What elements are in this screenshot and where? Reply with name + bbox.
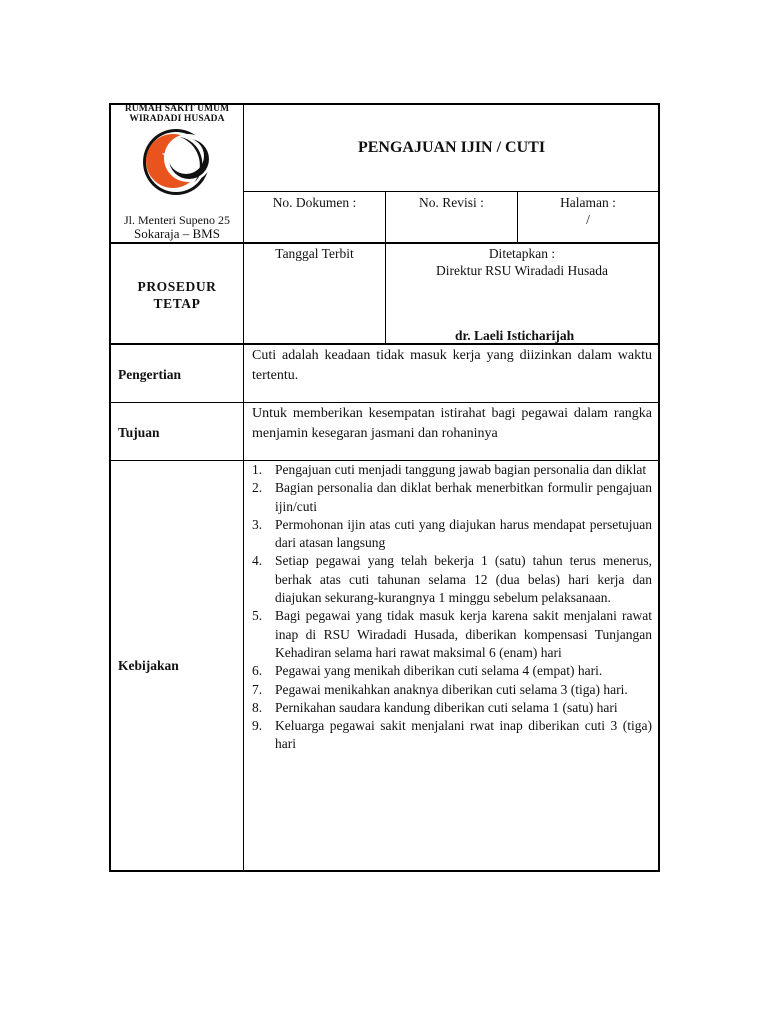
tanggal-terbit-label: Tanggal Terbit <box>275 246 354 261</box>
list-item <box>252 516 652 553</box>
tujuan-text: Untuk memberikan kesempatan istirahat bagi pegawai dalam rangka menjamin kesegaran jasmani dan rohaninya <box>252 406 652 441</box>
pengertian-text: Cuti adalah keadaan tidak masuk kerja yang diizinkan dalam waktu tertentu. <box>252 348 652 383</box>
list-item <box>252 552 652 607</box>
address-line2: Sokaraja – BMS <box>134 226 220 241</box>
list-item-text: Setiap pegawai yang telah bekerja 1 (satu) tahun terus menerus, berhak atas cuti tahunan selama 12 (dua belas) hari kerja dan diajukan sekurang-kurangnya 1 minggu sebelum pelaksanaan. <box>275 553 652 606</box>
list-item <box>252 479 652 516</box>
signatory-name: dr. Laeli Isticharijah <box>455 328 575 343</box>
list-item-text: Bagian personalia dan diklat berhak menerbitkan formulir pengajuan ijin/cuti <box>275 480 652 514</box>
institution-line1: RUMAH SAKIT UMUM <box>124 104 230 114</box>
list-item-number: 2. <box>252 480 263 496</box>
institution-name <box>110 104 244 124</box>
list-item <box>252 461 652 479</box>
halaman-label: Halaman : <box>560 195 616 210</box>
list-item-text: Permohonan ijin atas cuti yang diajukan harus mendapat persetujuan dari atasan langsung <box>275 516 652 551</box>
list-item-number: 3. <box>252 516 263 532</box>
list-item-text: Pengajuan cuti menjadi tanggung jawab bagian personalia dan diklat <box>275 462 647 477</box>
institution-line2: WIRADADI HUSADA <box>129 114 225 124</box>
list-item-number: 8. <box>252 699 263 715</box>
ditetapkan-label: Ditetapkan : <box>488 246 556 261</box>
prosedur-tetap-label <box>110 278 244 312</box>
tujuan-label: Tujuan <box>118 425 160 440</box>
ditetapkan-by: Direktur RSU Wiradadi Husada <box>435 263 609 278</box>
hospital-logo <box>136 127 218 197</box>
list-item-text: Keluarga pegawai sakit menjalani rwat inap diberikan cuti 3 (tiga) hari <box>275 718 652 752</box>
list-item-number: 9. <box>252 718 263 734</box>
no-dokumen-label: No. Dokumen : <box>272 195 357 210</box>
list-item-number: 5. <box>252 608 263 624</box>
list-item <box>252 607 652 662</box>
pengertian-label: Pengertian <box>118 367 181 382</box>
list-item <box>252 662 652 680</box>
list-item <box>252 681 652 699</box>
no-revisi-label: No. Revisi : <box>419 195 484 210</box>
kebijakan-list <box>252 461 652 754</box>
list-item-text: Pernikahan saudara kandung diberikan cuti selama 1 (satu) hari <box>275 699 618 715</box>
list-item-text: Pegawai yang menikah diberikan cuti selama 4 (empat) hari. <box>275 663 603 679</box>
list-item-number: 7. <box>252 681 263 697</box>
list-item-number: 4. <box>252 553 263 569</box>
list-item <box>252 699 652 717</box>
list-item-number: 1. <box>252 462 263 477</box>
list-item-text: Bagi pegawai yang tidak masuk kerja karena sakit menjalani rawat inap di RSU Wiradadi Husada, diberikan kompensasi Tunjangan Kehadiran selama hari rawat maksimal 6 (enam) hari <box>275 608 652 660</box>
list-item-text: Pegawai menikahkan anaknya diberikan cuti selama 3 (tiga) hari. <box>275 681 628 697</box>
prosedur-label: PROSEDUR <box>137 279 217 294</box>
tetap-label: TETAP <box>153 296 201 311</box>
halaman-value: / <box>586 212 590 227</box>
list-item-number: 6. <box>252 663 263 679</box>
document-title: PENGAJUAN IJIN / CUTI <box>357 139 546 156</box>
kebijakan-label: Kebijakan <box>118 658 179 673</box>
list-item <box>252 717 652 754</box>
address-line1: Jl. Menteri Supeno 25 <box>124 213 230 227</box>
